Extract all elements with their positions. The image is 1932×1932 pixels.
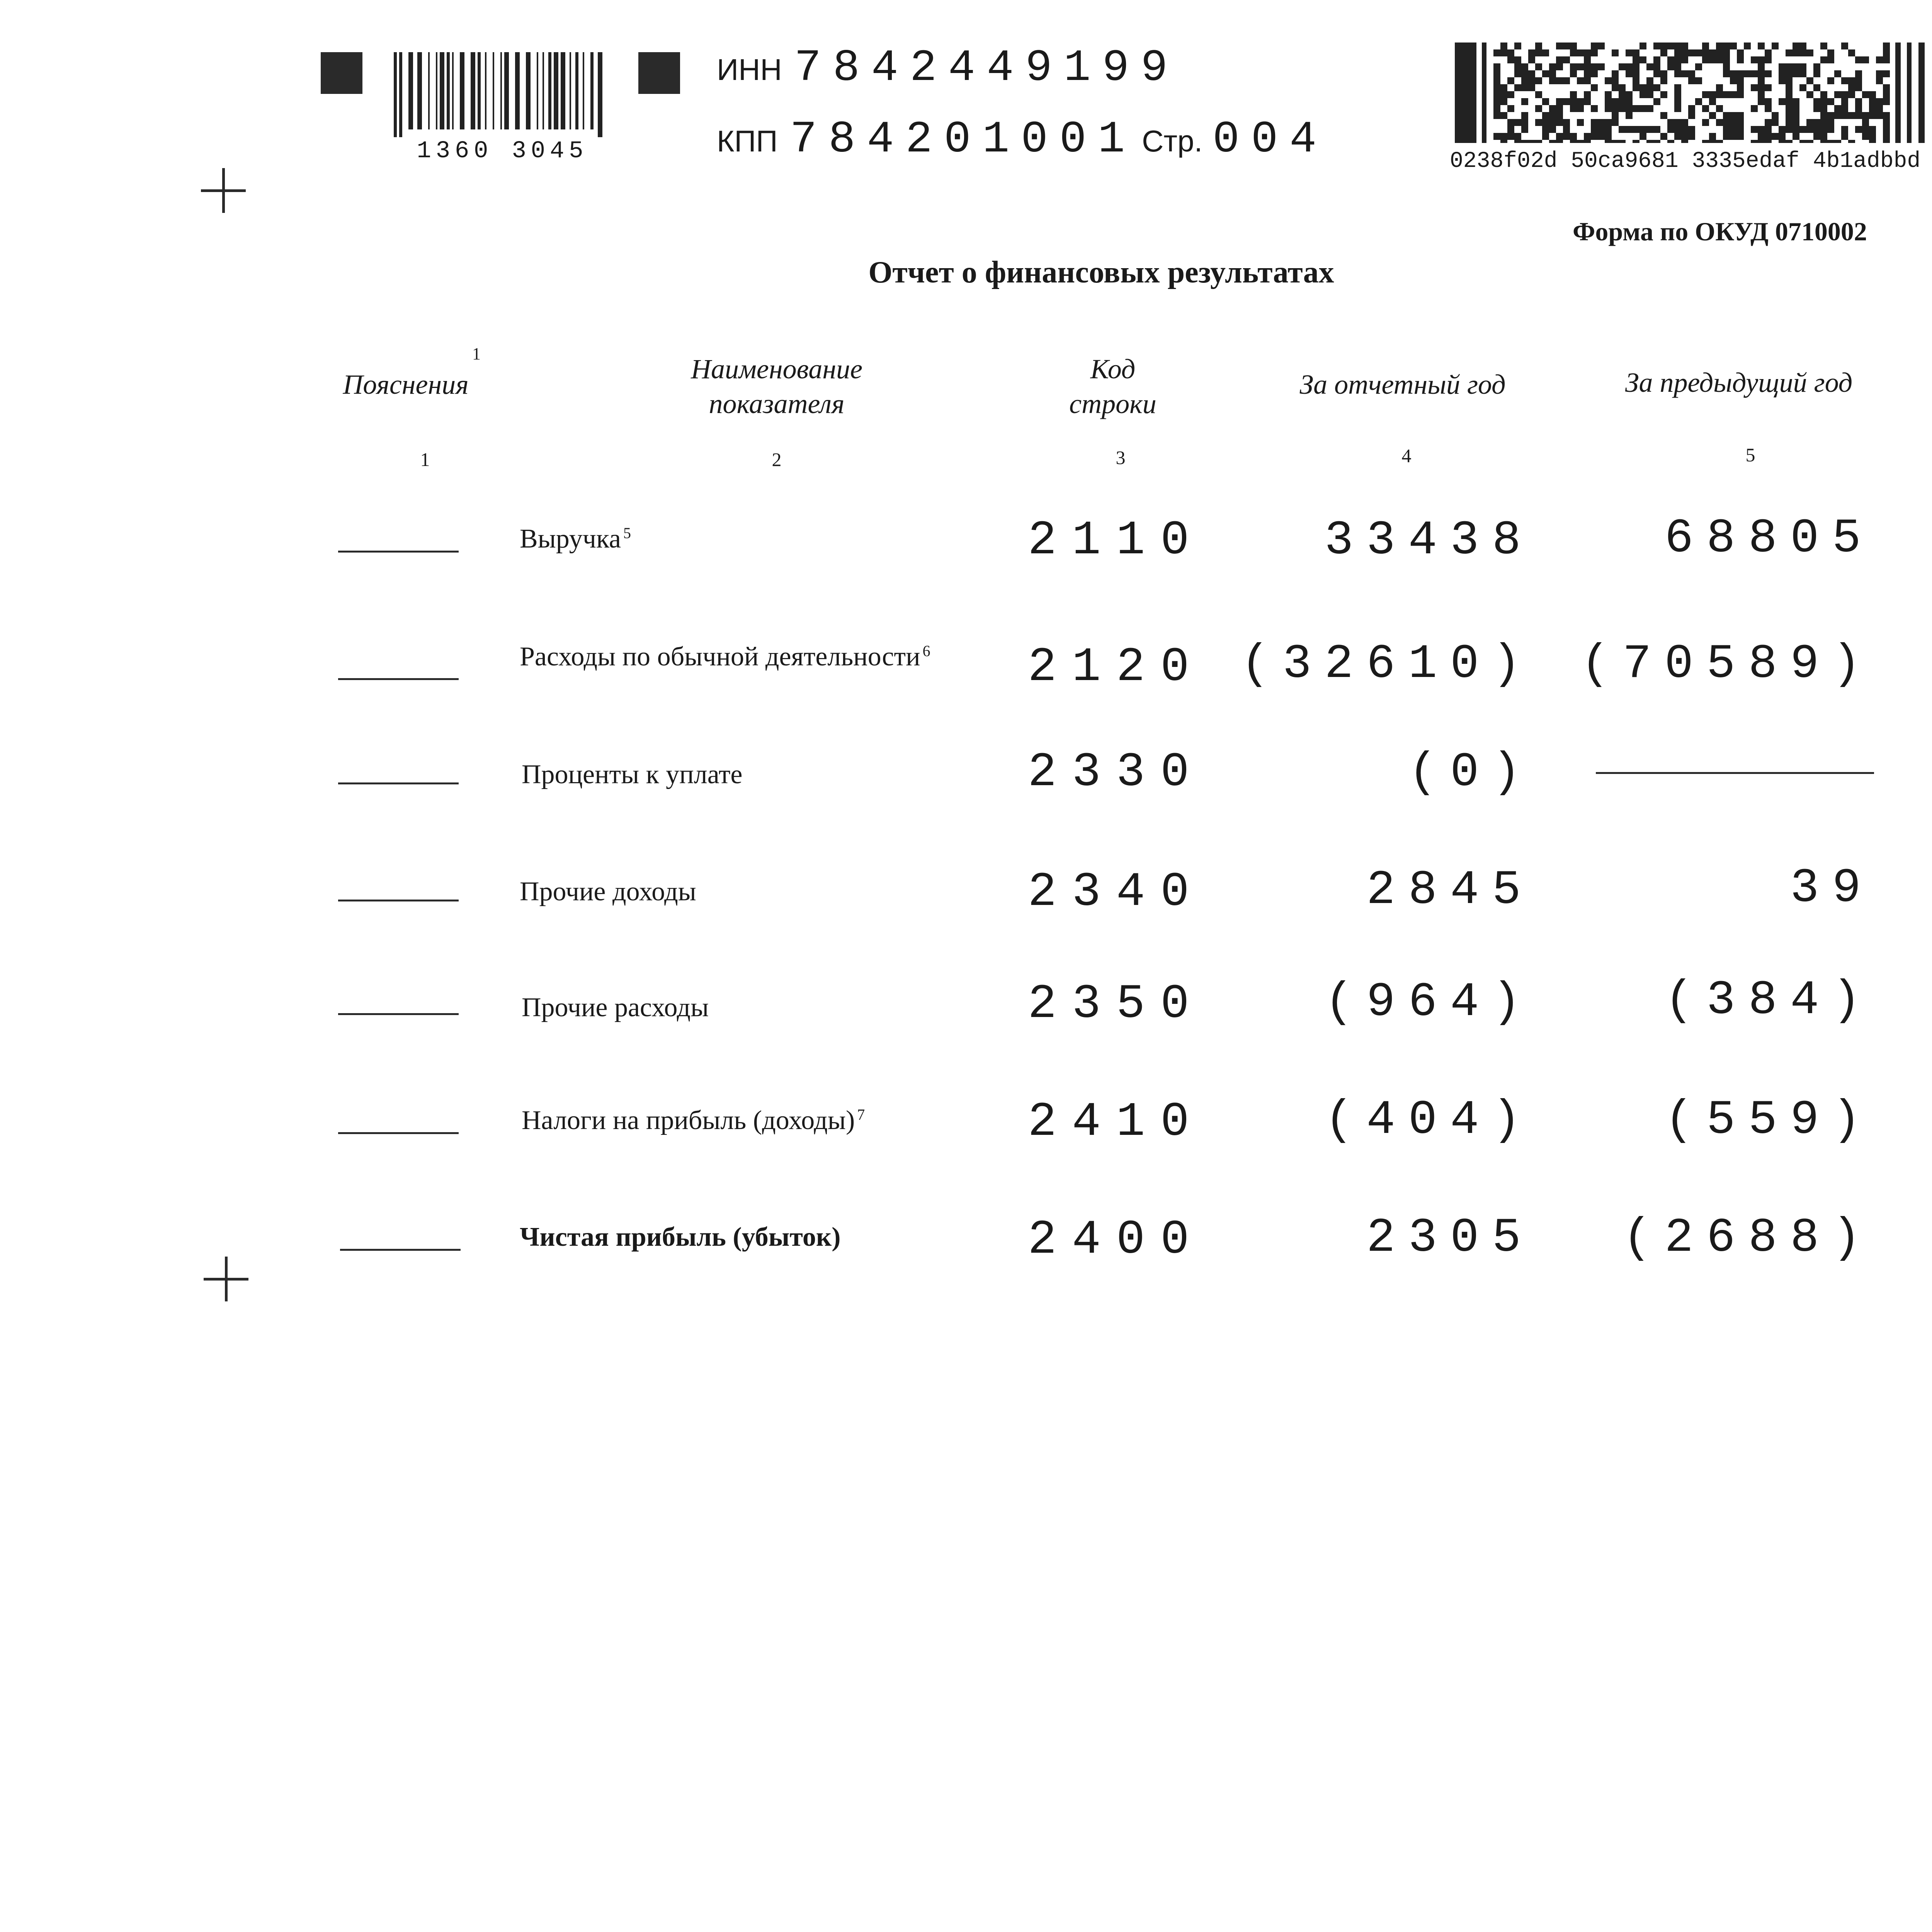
row-notes-dash (338, 900, 459, 901)
row-notes-dash (338, 782, 459, 784)
kpp-row (717, 114, 1328, 165)
column-header-code: Код строки (1069, 354, 1156, 419)
column-header-current-year: За отчетный год (1299, 369, 1506, 400)
row-code: 2350 (1028, 978, 1205, 1032)
page-label: Стр. (1142, 124, 1203, 158)
row-name-text: Прочие доходы (520, 877, 696, 906)
matrix-barcode-top-graphic (1455, 43, 1930, 143)
row-previous-value: (2688) (1622, 1211, 1874, 1265)
row-code: 2340 (1028, 866, 1205, 920)
alignment-marker-top-left (321, 52, 362, 94)
row-code: 2330 (1028, 746, 1205, 800)
row-notes-dash (338, 1013, 459, 1015)
column-header-notes-label: Пояснения (343, 369, 469, 400)
column-number-5: 5 (1745, 444, 1755, 466)
row-notes-dash (338, 551, 459, 553)
row-name (520, 641, 930, 672)
matrix-code-text: 0238f02d 50ca9681 3335edaf 4b1adbbd (1450, 149, 1921, 174)
row-name-text: Чистая прибыль (убыток) (520, 1222, 841, 1252)
row-name (522, 759, 742, 790)
row-previous-value: 68805 (1664, 512, 1874, 566)
kpp-value: 784201001 (790, 114, 1137, 165)
row-code: 2110 (1028, 514, 1205, 568)
row-previous-empty-dash (1596, 772, 1874, 774)
column-header-notes (325, 367, 487, 402)
row-name (520, 524, 631, 554)
row-name (520, 1222, 841, 1253)
row-current-value: (32610) (1241, 638, 1534, 692)
matrix-barcode-top (1455, 43, 1930, 143)
row-current-value: 2845 (1366, 864, 1534, 918)
column-number-2: 2 (772, 449, 782, 470)
row-name-sup: 7 (857, 1105, 865, 1123)
row-name-sup: 6 (922, 642, 930, 660)
row-name-text: Выручка (520, 524, 621, 554)
linear-barcode (392, 52, 609, 141)
row-name-text: Проценты к уплате (522, 760, 743, 789)
page-title: Отчет о финансовых результатах (868, 255, 1334, 289)
row-name (520, 876, 696, 907)
row-name (522, 992, 709, 1023)
row-notes-dash (338, 1132, 459, 1134)
row-name-sup: 5 (623, 524, 631, 542)
column-header-name: Наименование показателя (690, 354, 863, 419)
row-current-value: 33438 (1324, 514, 1534, 568)
crosshair-mark-middle (204, 1257, 248, 1301)
row-notes-dash (340, 1249, 461, 1251)
column-number-4: 4 (1401, 445, 1412, 466)
crosshair-mark-top (201, 168, 246, 213)
row-name (522, 1105, 865, 1136)
inn-value: 7842449199 (794, 43, 1179, 94)
form-code: Форма по ОКУД 0710002 (1573, 217, 1867, 246)
row-name-text: Расходы по обычной деятельности (520, 642, 920, 672)
row-current-value: 2305 (1366, 1211, 1534, 1265)
row-code: 2400 (1028, 1213, 1205, 1267)
column-number-1: 1 (420, 449, 430, 470)
linear-barcode-graphic (392, 52, 609, 137)
row-name-text: Налоги на прибыль (доходы) (522, 1105, 855, 1135)
row-name-text: Прочие расходы (522, 993, 709, 1022)
column-number-3: 3 (1116, 447, 1126, 468)
row-current-value: (404) (1324, 1094, 1534, 1148)
row-current-value: (0) (1408, 746, 1534, 800)
row-code: 2410 (1028, 1095, 1205, 1150)
inn-row (717, 43, 1179, 94)
row-code: 2120 (1028, 641, 1205, 695)
alignment-marker-top-mid (638, 52, 680, 94)
column-header-previous-year: За предыдущий год (1625, 367, 1853, 398)
page-value: 004 (1213, 114, 1328, 165)
row-current-value: (964) (1324, 976, 1534, 1030)
row-previous-value: 39 (1790, 862, 1874, 916)
barcode-number: 1360 3045 (417, 137, 588, 165)
kpp-label: КПП (717, 124, 778, 158)
row-previous-value: (384) (1664, 974, 1874, 1028)
row-previous-value: (70589) (1581, 638, 1874, 692)
row-notes-dash (338, 678, 459, 680)
column-header-notes-sup: 1 (472, 344, 481, 363)
row-previous-value: (559) (1664, 1094, 1874, 1148)
inn-label: ИНН (717, 53, 782, 87)
